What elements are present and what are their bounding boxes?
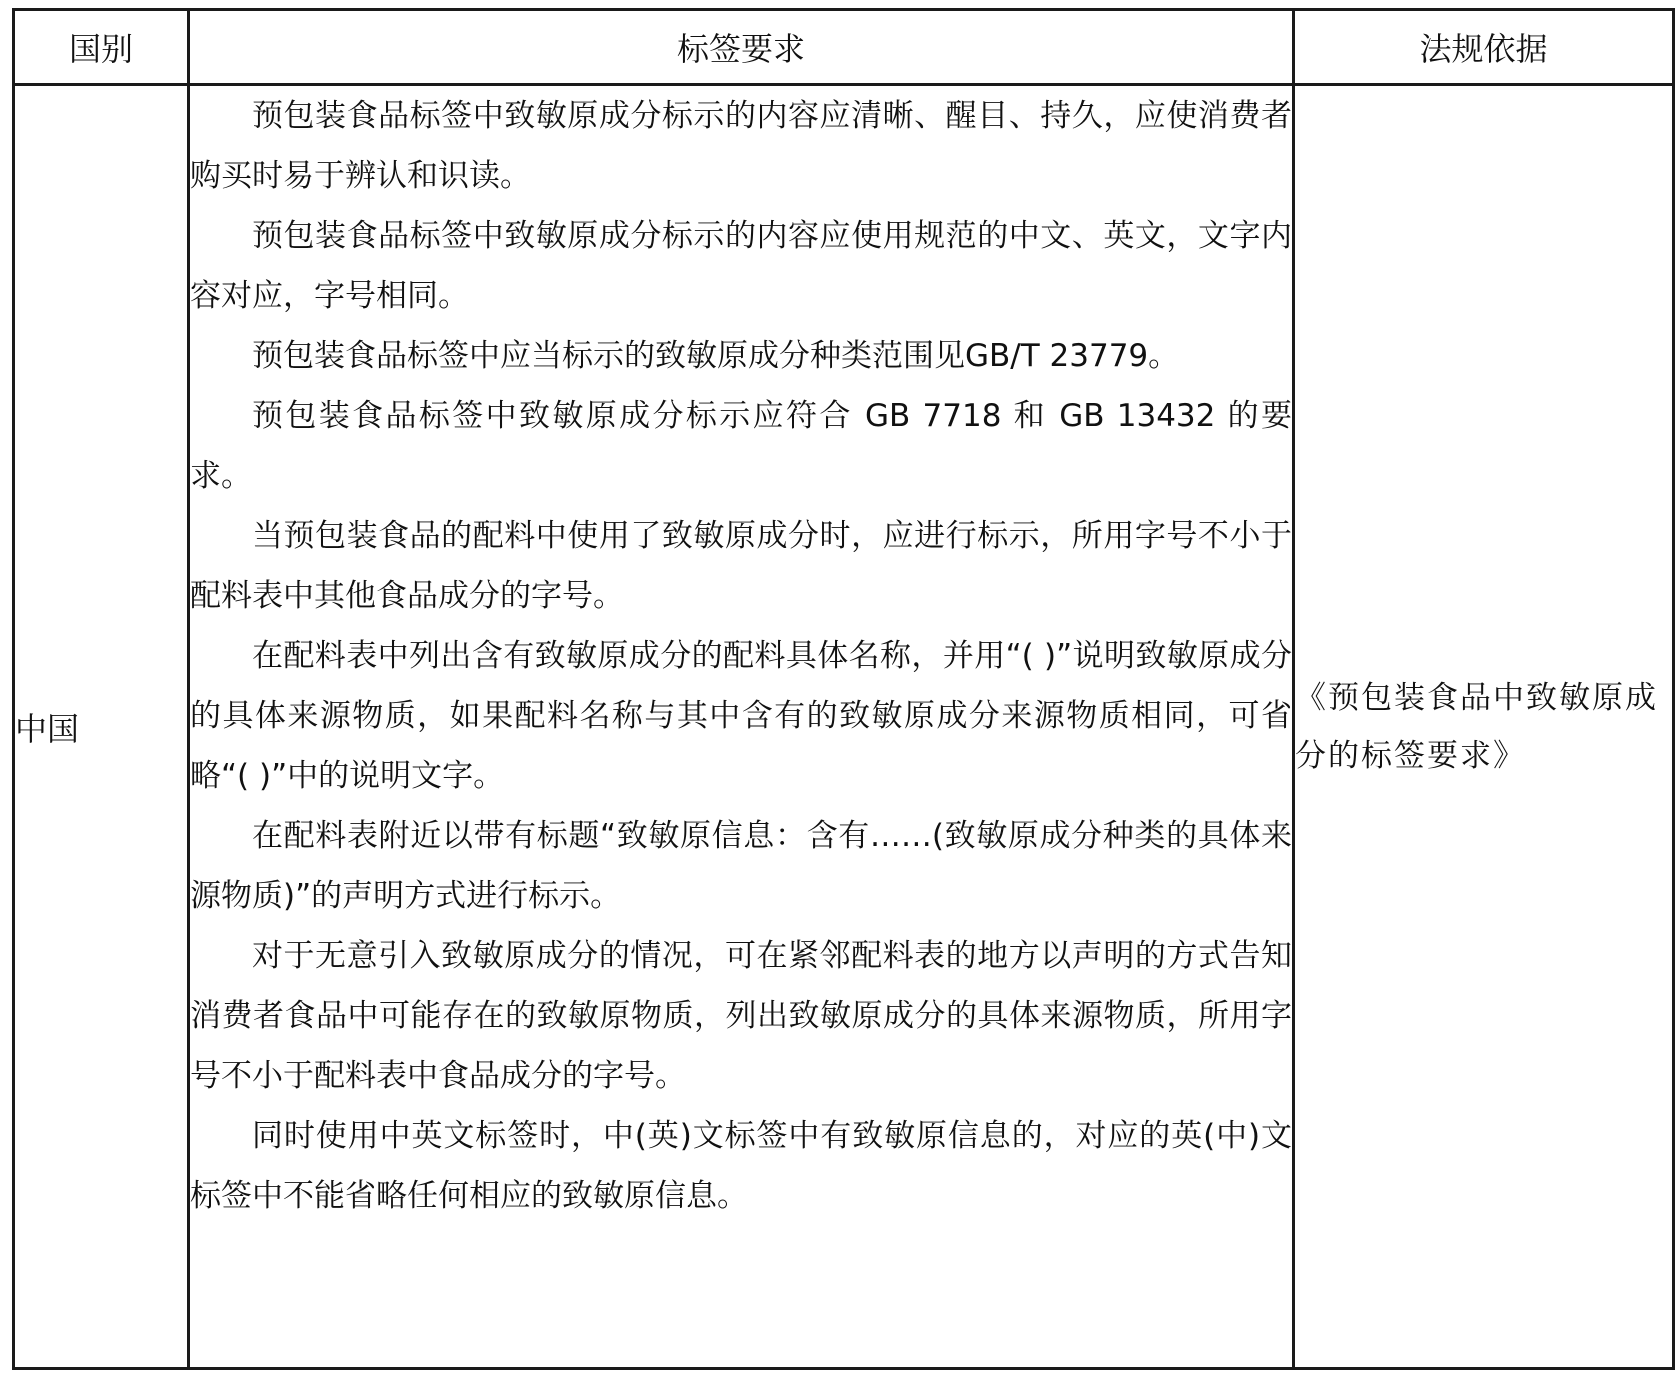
header-basis: 法规依据: [1294, 10, 1674, 85]
country-cell: 中国: [14, 85, 189, 1369]
regulation-table: [12, 8, 1675, 1370]
table-row: [14, 85, 1674, 1369]
requirement-paragraph: 当预包装食品的配料中使用了致敏原成分时，应进行标示，所用字号不小于配料表中其他食品成分的字号。: [190, 518, 1292, 614]
basis-cell: 《预包装食品中致敏原成分的标签要求》: [1294, 85, 1674, 1369]
requirement-paragraph: 在配料表附近以带有标题“致敏原信息：含有……(致敏原成分种类的具体来源物质)”的声明方式进行标示。: [190, 818, 1292, 914]
header-country: 国别: [14, 10, 189, 85]
header-requirements: 标签要求: [189, 10, 1294, 85]
requirement-paragraph: 在配料表中列出含有致敏原成分的配料具体名称，并用“( )”说明致敏原成分的具体来源物质，如果配料名称与其中含有的致敏原成分来源物质相同，可省略“( )”中的说明文字。: [190, 638, 1292, 794]
requirement-paragraph: 预包装食品标签中致敏原成分标示的内容应使用规范的中文、英文，文字内容对应，字号相同。: [190, 218, 1292, 314]
header-row: [14, 10, 1674, 85]
requirement-paragraph: 同时使用中英文标签时，中(英)文标签中有致敏原信息的，对应的英(中)文标签中不能省略任何相应的致敏原信息。: [190, 1118, 1292, 1214]
requirements-cell: [189, 85, 1294, 1369]
requirement-paragraph: 对于无意引入致敏原成分的情况，可在紧邻配料表的地方以声明的方式告知消费者食品中可能存在的致敏原物质，列出致敏原成分的具体来源物质，所用字号不小于配料表中食品成分的字号。: [190, 938, 1292, 1094]
requirement-paragraph: 预包装食品标签中致敏原成分标示的内容应清晰、醒目、持久，应使消费者购买时易于辨认和识读。: [190, 98, 1292, 194]
requirement-paragraph: 预包装食品标签中致敏原成分标示应符合 GB 7718 和 GB 13432 的要求。: [190, 398, 1292, 494]
requirement-paragraph: 预包装食品标签中应当标示的致敏原成分种类范围见GB/T 23779。: [252, 338, 1180, 374]
